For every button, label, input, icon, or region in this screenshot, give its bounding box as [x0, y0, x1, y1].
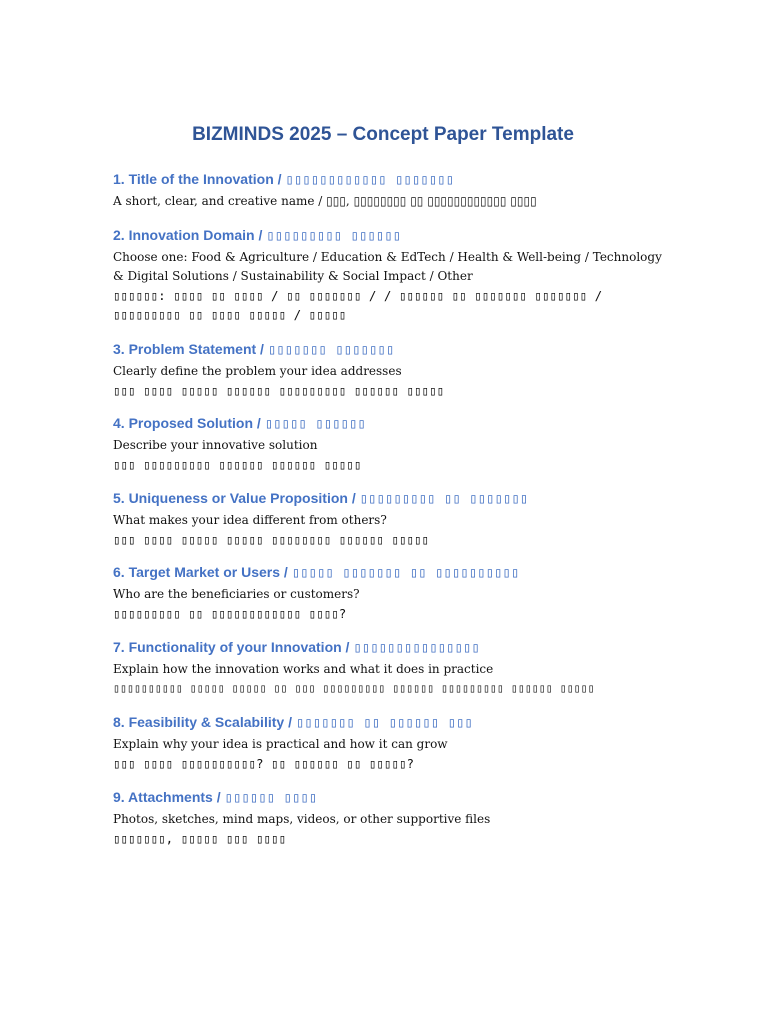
- section-target-market: [113, 563, 673, 623]
- page-title: BIZMINDS 2025 – Concept Paper Template: [192, 124, 574, 145]
- section-text-hi: ▯▯▯ ▯▯▯▯ ▯▯▯▯▯▯▯▯▯▯? ▯▯ ▯▯▯▯▯▯ ▯▯ ▯▯▯▯▯?: [113, 756, 415, 771]
- section-proposed-solution: [113, 414, 673, 474]
- section-text-en: Who are the beneficiaries or customers?: [113, 587, 360, 601]
- section-text-hi: ▯▯▯ ▯▯▯▯ ▯▯▯▯▯ ▯▯▯▯▯▯ ▯▯▯▯▯▯▯▯▯ ▯▯▯▯▯▯ ▯▯▯▯▯: [113, 383, 445, 398]
- section-text-hi: ▯▯▯▯▯▯▯, ▯▯▯▯▯ ▯▯▯ ▯▯▯▯: [113, 831, 287, 846]
- section-title-of-innovation: [113, 170, 673, 211]
- section-text-hi: ▯▯▯▯▯▯: ▯▯▯▯ ▯▯ ▯▯▯▯ / ▯▯ ▯▯▯▯▯▯▯ / / ▯▯▯▯▯▯ ▯▯ ▯▯▯▯▯▯▯ ▯▯▯▯▯▯▯ /: [113, 288, 603, 303]
- section-heading: 7. Functionality of your Innovation / ▯▯▯▯▯▯▯▯▯▯▯▯▯▯▯: [113, 639, 480, 656]
- section-text-en: Clearly define the problem your idea addresses: [113, 364, 402, 378]
- section-heading: 3. Problem Statement / ▯▯▯▯▯▯▯ ▯▯▯▯▯▯▯: [113, 341, 395, 358]
- section-functionality: [113, 638, 673, 698]
- section-text-en: A short, clear, and creative name / ▯▯▯, ▯▯▯▯▯▯▯▯ ▯▯ ▯▯▯▯▯▯▯▯▯▯▯▯ ▯▯▯▯: [113, 194, 537, 208]
- section-feasibility: [113, 713, 673, 773]
- section-text-en: Choose one: Food & Agriculture / Education & EdTech / Health & Well-being / Technology: [113, 250, 662, 264]
- section-problem-statement: [113, 340, 673, 400]
- section-text-hi: ▯▯▯▯▯▯▯▯▯ ▯▯ ▯▯▯▯▯▯▯▯▯▯▯▯ ▯▯▯▯?: [113, 606, 347, 621]
- section-text-en: Describe your innovative solution: [113, 438, 318, 452]
- section-text-hi-2: ▯▯▯▯▯▯▯▯▯ ▯▯ ▯▯▯▯ ▯▯▯▯▯ / ▯▯▯▯▯: [113, 307, 347, 322]
- section-text-en: Explain how the innovation works and what it does in practice: [113, 662, 494, 676]
- section-text-hi: ▯▯▯ ▯▯▯▯▯▯▯▯▯ ▯▯▯▯▯▯ ▯▯▯▯▯▯ ▯▯▯▯▯: [113, 457, 362, 472]
- section-heading: 6. Target Market or Users / ▯▯▯▯▯ ▯▯▯▯▯▯▯ ▯▯ ▯▯▯▯▯▯▯▯▯▯: [113, 564, 520, 581]
- section-heading: 9. Attachments / ▯▯▯▯▯▯ ▯▯▯▯: [113, 789, 318, 806]
- section-text-en-2: & Digital Solutions / Sustainability & Social Impact / Other: [113, 269, 473, 283]
- section-text-en: Photos, sketches, mind maps, videos, or other supportive files: [113, 812, 491, 826]
- section-text-hi: ▯▯▯▯▯▯▯▯▯▯ ▯▯▯▯▯ ▯▯▯▯▯ ▯▯ ▯▯▯ ▯▯▯▯▯▯▯▯▯ ▯▯▯▯▯▯ ▯▯▯▯▯▯▯▯▯ ▯▯▯▯▯▯ ▯▯▯▯▯: [113, 681, 595, 695]
- section-text-en: What makes your idea different from others?: [113, 513, 387, 527]
- section-heading: 5. Uniqueness or Value Proposition / ▯▯▯▯▯▯▯▯▯ ▯▯ ▯▯▯▯▯▯▯: [113, 490, 529, 507]
- section-heading: 4. Proposed Solution / ▯▯▯▯▯ ▯▯▯▯▯▯: [113, 415, 366, 432]
- section-heading: 2. Innovation Domain / ▯▯▯▯▯▯▯▯▯ ▯▯▯▯▯▯: [113, 227, 402, 244]
- section-heading: 1. Title of the Innovation / ▯▯▯▯▯▯▯▯▯▯▯▯ ▯▯▯▯▯▯▯: [113, 171, 454, 188]
- section-attachments: [113, 788, 673, 848]
- section-innovation-domain: [113, 226, 673, 324]
- section-heading: 8. Feasibility & Scalability / ▯▯▯▯▯▯▯ ▯▯ ▯▯▯▯▯▯ ▯▯▯: [113, 714, 473, 731]
- section-text-hi: ▯▯▯ ▯▯▯▯ ▯▯▯▯▯ ▯▯▯▯▯ ▯▯▯▯▯▯▯▯ ▯▯▯▯▯▯ ▯▯▯▯▯: [113, 532, 430, 547]
- section-text-en: Explain why your idea is practical and how it can grow: [113, 737, 448, 751]
- section-uniqueness: [113, 489, 673, 549]
